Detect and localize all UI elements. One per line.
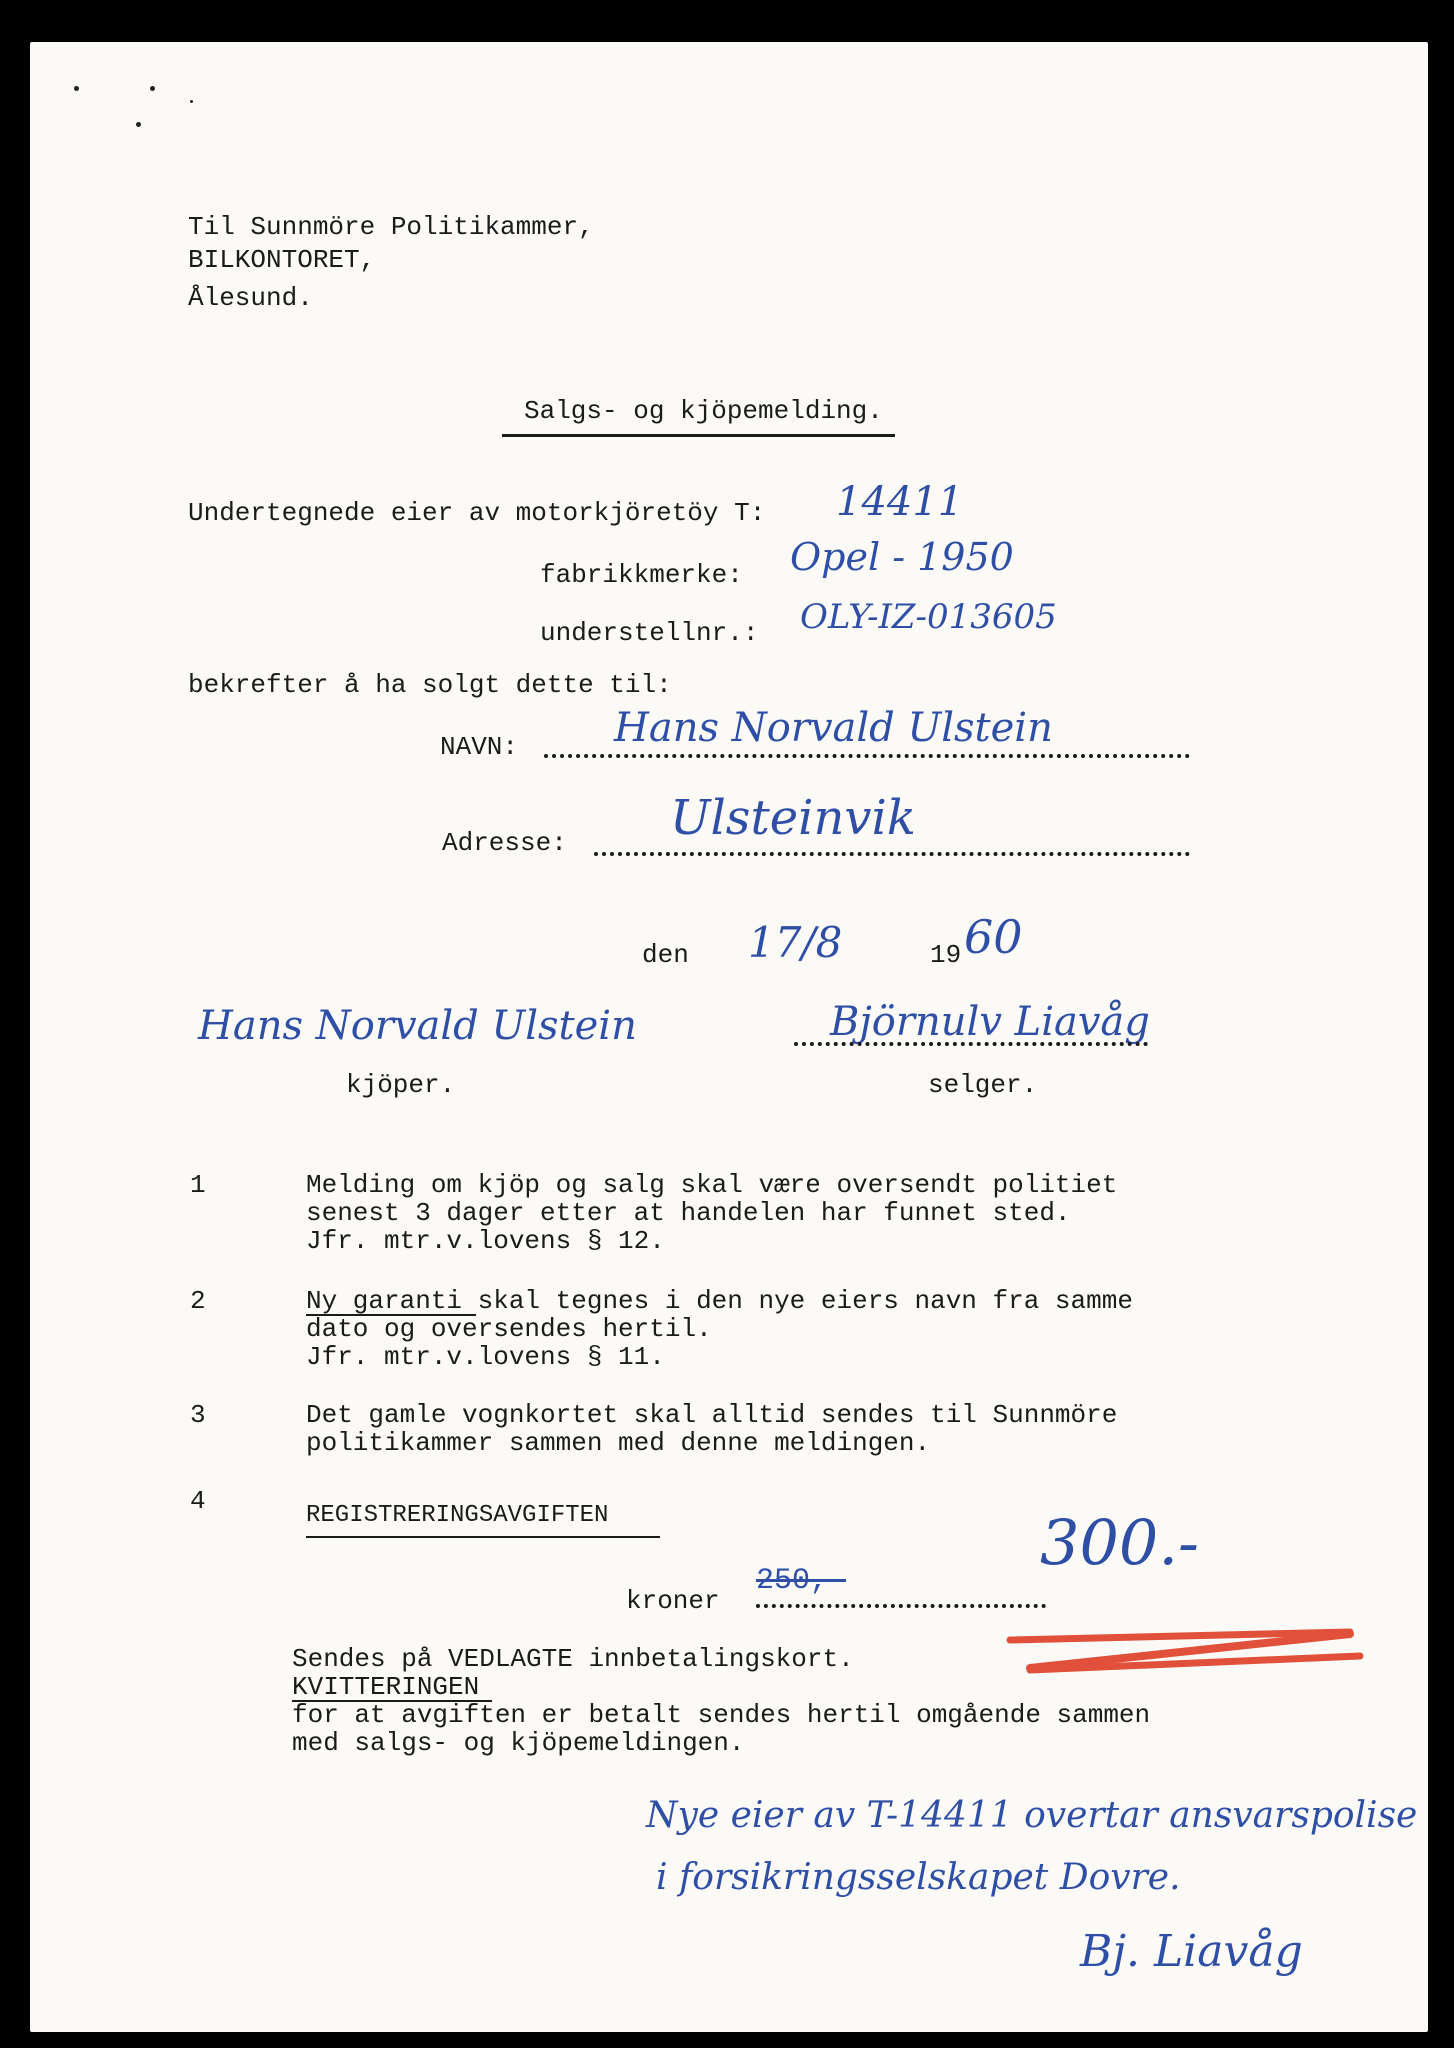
date-year-suffix: 60 — [964, 910, 1023, 964]
note-line: politikammer sammen med denne meldingen. — [306, 1428, 931, 1458]
fee-heading-underline — [306, 1536, 660, 1538]
note-number: 1 — [190, 1170, 206, 1200]
registration-number: 14411 — [836, 479, 964, 525]
red-marker-strokes — [1000, 1622, 1380, 1702]
document-title: Salgs- og kjöpemelding. — [524, 396, 883, 426]
payment-line-3: for at avgiften er betalt sendes hertil omgående sammen — [292, 1700, 1151, 1730]
payment-line-4: med salgs- og kjöpemeldingen. — [292, 1728, 745, 1758]
title-underline — [502, 434, 895, 437]
note-number: 2 — [190, 1286, 206, 1316]
fee-label: kroner — [626, 1586, 720, 1616]
note-line: Jfr. mtr.v.lovens § 12. — [306, 1226, 665, 1256]
scan-mark — [190, 100, 193, 103]
scan-mark — [150, 86, 155, 91]
brand-label: fabrikkmerke: — [540, 560, 743, 590]
seller-sig-label: selger. — [928, 1070, 1038, 1100]
note-number: 3 — [190, 1400, 206, 1430]
scan-mark — [74, 86, 79, 91]
buyer-address-value: Ulsteinvik — [670, 790, 916, 846]
date-year-prefix: 19 — [930, 940, 962, 970]
buyer-name-line — [544, 754, 1190, 758]
buyer-address-label: Adresse: — [442, 828, 567, 858]
payment-line-1: Sendes på VEDLAGTE innbetalingskort. — [292, 1644, 854, 1674]
note-line: Ny garanti skal tegnes i den nye eiers navn fra samme — [306, 1286, 1133, 1316]
owner-label: Undertegnede eier av motorkjöretöy T: — [188, 498, 766, 528]
buyer-sig-label: kjöper. — [346, 1070, 456, 1100]
chassis-value: OLY-IZ-013605 — [800, 597, 1057, 637]
note-number: 4 — [190, 1486, 206, 1516]
fee-heading: REGISTRERINGSAVGIFTEN — [306, 1502, 609, 1529]
fee-handwritten-amount: 300.- — [1040, 1506, 1199, 1579]
handwritten-note-signature: Bj. Liavåg — [1080, 1926, 1303, 1977]
sold-to-label: bekrefter å ha solgt dette til: — [188, 670, 672, 700]
buyer-signature: Hans Norvald Ulstein — [198, 1003, 637, 1049]
note-line: Det gamle vognkortet skal alltid sendes til Sunnmöre — [306, 1400, 1118, 1430]
buyer-address-line — [594, 852, 1190, 856]
buyer-name-label: NAVN: — [440, 732, 519, 762]
note-line: senest 3 dager etter at handelen har funnet sted. — [306, 1198, 1071, 1228]
recipient-line-2: BILKONTORET, — [188, 245, 376, 275]
recipient-line-3: Ålesund. — [188, 283, 313, 313]
fee-printed-amount: 250,- — [756, 1564, 847, 1598]
scan-mark — [136, 122, 141, 127]
fee-line — [756, 1604, 1046, 1608]
note-line: Melding om kjöp og salg skal være oversendt politiet — [306, 1170, 1118, 1200]
seller-signature-line — [794, 1042, 1148, 1046]
recipient-line-1: Til Sunnmöre Politikammer, — [188, 212, 594, 242]
date-label: den — [642, 940, 689, 970]
document-page — [30, 42, 1428, 2032]
buyer-name-value: Hans Norvald Ulstein — [614, 705, 1053, 751]
chassis-label: understellnr.: — [540, 618, 759, 648]
payment-line-2: KVITTERINGEN — [292, 1672, 480, 1702]
handwritten-note-line-2: i forsikringsselskapet Dovre. — [656, 1857, 1181, 1898]
note-line: Jfr. mtr.v.lovens § 11. — [306, 1342, 665, 1372]
handwritten-note-line-1: Nye eier av T-14411 overtar ansvarspolise — [646, 1795, 1418, 1836]
brand-value: Opel - 1950 — [790, 535, 1014, 579]
note-line: dato og oversendes hertil. — [306, 1314, 712, 1344]
seller-signature: Björnulv Liavåg — [830, 999, 1150, 1045]
date-day-month: 17/8 — [748, 918, 843, 967]
